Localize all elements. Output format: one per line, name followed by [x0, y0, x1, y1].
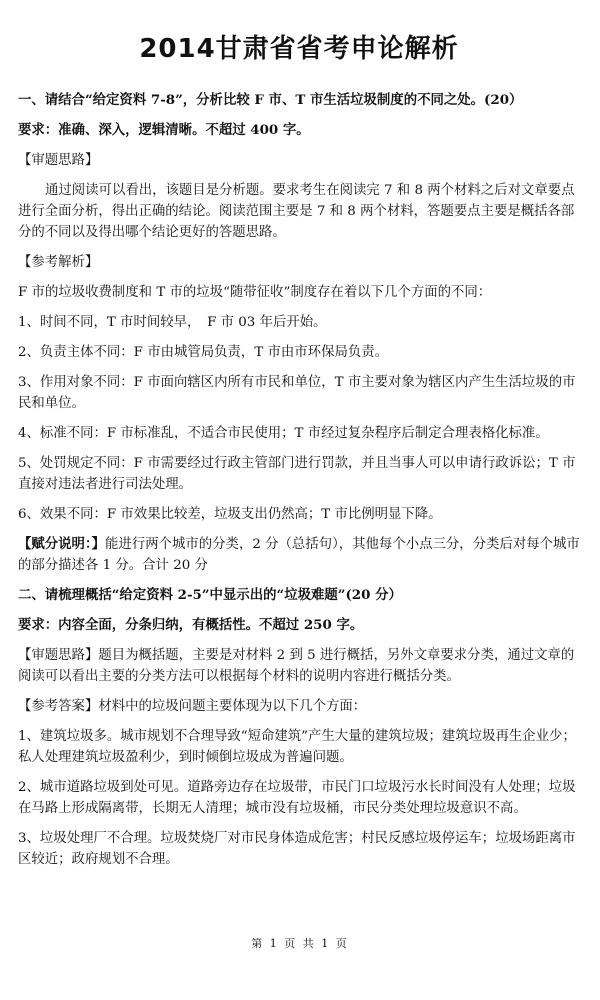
q2-thinking-label: 【审题思路】	[18, 648, 99, 663]
q1-thinking-text: 通过阅读可以看出，该题目是分析题。要求考生在阅读完 7 和 8 两个材料之后对文章要点进行全面分析，得出正确的结论。阅读范围主要是 7 和 8 两个材料，答题要点主要是概括各部分的不同以及得出哪个结论更好的答题思路。	[18, 183, 575, 240]
q2-point-2: 2、城市道路垃圾到处可见。道路旁边存在垃圾带，市民门口垃圾污水长时间没有人处理；垃圾在马路上形成隔离带，长期无人清理；城市没有垃圾桶，市民分类处理垃圾意识不高。	[18, 780, 576, 816]
q1-scoring-label: 【赋分说明：】	[18, 536, 106, 552]
q1-scoring-text: 能进行两个城市的分类，2 分（总括句），其他每个小点三分，分类后对每个城市的部分描述各 1 分。合计 20 分	[18, 537, 580, 573]
q1-scoring	[18, 534, 580, 576]
q2-thinking-text: 题目为概括题，主要是对材料 2 到 5 进行概括，另外文章要求分类，通过文章的阅读可以看出主要的分类方法可以根据每个材料的说明内容进行概括分类。	[18, 648, 575, 684]
q1-point-2: 2、负责主体不同：F 市由城管局负责，T 市由市环保局负责。	[18, 345, 389, 360]
q1-requirement: 要求：准确、深入，逻辑清晰。不超过 400 字。	[18, 122, 310, 138]
page-footer: 第 1 页 共 1 页	[251, 937, 349, 950]
q1-point-4: 4、标准不同：F 市标准乱，不适合市民使用；T 市经过复杂程序后制定合理表格化标准。	[18, 426, 549, 441]
q2-thinking	[18, 645, 580, 687]
q2-point-3: 3、垃圾处理厂不合理。垃圾焚烧厂对市民身体造成危害；村民反感垃圾停运车；垃圾场距离市区较近；政府规划不合理。	[18, 831, 576, 867]
q1-intro: F 市的垃圾收费制度和 T 市的垃圾“随带征收”制度存在着以下几个方面的不同：	[18, 285, 492, 300]
q1-point-6: 6、效果不同：F 市效果比较差，垃圾支出仍然高；T 市比例明显下降。	[18, 507, 442, 522]
q2-heading: 二、请梳理概括“给定资料 2-5”中显示出的“垃圾难题”(20 分）	[18, 587, 402, 603]
q1-point-1: 1、时间不同，T 市时间较早， F 市 03 年后开始。	[18, 315, 327, 330]
q2-requirement: 要求：内容全面，分条归纳，有概括性。不超过 250 字。	[18, 617, 364, 633]
q2-answer-intro-text: 材料中的垃圾问题主要体现为以下几个方面：	[98, 699, 367, 714]
q2-point-1: 1、建筑垃圾多。城市规划不合理导致“短命建筑”产生大量的建筑垃圾；建筑垃圾再生企业少；私人处理建筑垃圾盈利少，到时倾倒垃圾成为普遍问题。	[18, 729, 576, 765]
page-title: 2014甘肃省省考申论解析	[139, 34, 459, 64]
q1-thinking-label: 【审题思路】	[18, 153, 99, 168]
q1-analysis-label: 【参考解析】	[18, 255, 99, 270]
q1-heading: 一、请结合“给定资料 7-8”，分析比较 F 市、T 市生活垃圾制度的不同之处。(20）	[18, 92, 523, 108]
q1-point-3: 3、作用对象不同：F 市面向辖区内所有市民和单位，T 市主要对象为辖区内产生生活垃圾的市民和单位。	[18, 375, 576, 411]
q2-answer-label: 【参考答案】	[18, 699, 99, 714]
q2-answer-intro	[18, 696, 580, 717]
q1-point-5: 5、处罚规定不同：F 市需要经过行政主管部门进行罚款，并且当事人可以申请行政诉讼；T 市直接对违法者进行司法处理。	[18, 456, 576, 492]
